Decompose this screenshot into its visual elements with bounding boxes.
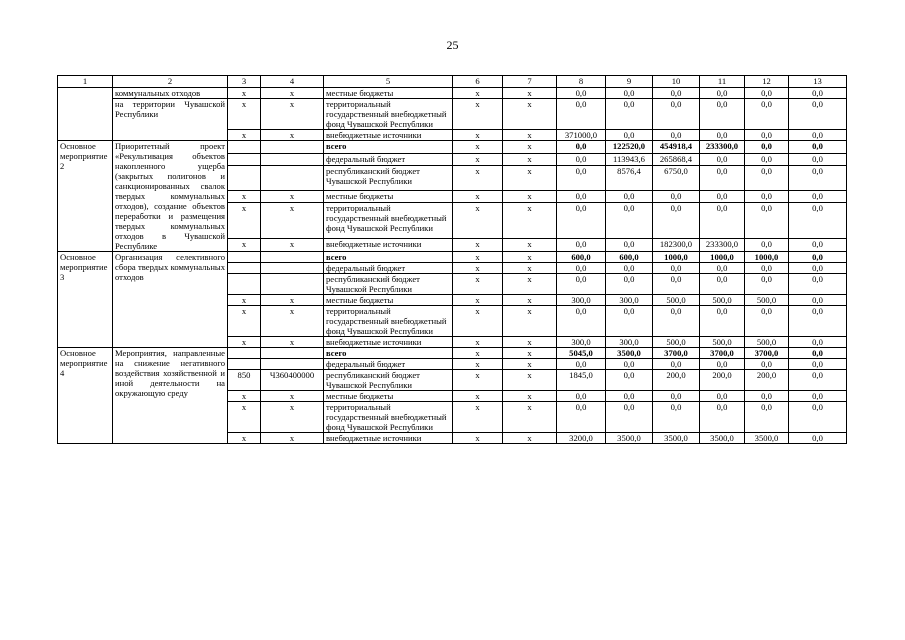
value-cell: 300,0: [606, 337, 653, 348]
value-cell: 0,0: [745, 166, 789, 190]
value-cell: 0,0: [745, 88, 789, 99]
value-cell: 0,0: [700, 99, 745, 130]
activity-cell: [58, 88, 113, 141]
code-cell: х: [503, 433, 557, 444]
value-cell: 0,0: [700, 359, 745, 370]
value-cell: 0,0: [606, 402, 653, 433]
value-cell: 200,0: [700, 370, 745, 391]
code-cell: х: [453, 88, 503, 99]
code-cell: х: [261, 99, 324, 130]
value-cell: 3500,0: [653, 433, 700, 444]
activity-cell: Основное мероприятие 2: [58, 141, 113, 252]
code-cell: х: [261, 88, 324, 99]
value-cell: 0,0: [789, 153, 847, 166]
activity-cell: Основное мероприятие 4: [58, 348, 113, 444]
value-cell: 5045,0: [557, 348, 606, 359]
header-cell: 11: [700, 76, 745, 88]
source-cell: внебюджетные источники: [324, 433, 453, 444]
table-row: [58, 141, 847, 154]
value-cell: 0,0: [789, 88, 847, 99]
source-cell: внебюджетные источники: [324, 239, 453, 252]
value-cell: 500,0: [653, 295, 700, 306]
code-cell: х: [453, 295, 503, 306]
value-cell: 1845,0: [557, 370, 606, 391]
value-cell: 1000,0: [653, 252, 700, 263]
code-cell: х: [228, 433, 261, 444]
code-cell: х: [453, 166, 503, 190]
value-cell: 0,0: [653, 306, 700, 337]
value-cell: 0,0: [789, 263, 847, 274]
budget-table: [57, 75, 847, 444]
value-cell: 8576,4: [606, 166, 653, 190]
value-cell: 0,0: [557, 203, 606, 239]
value-cell: 0,0: [745, 141, 789, 154]
value-cell: 0,0: [653, 190, 700, 203]
value-cell: 0,0: [557, 263, 606, 274]
value-cell: 0,0: [557, 88, 606, 99]
source-cell: внебюджетные источники: [324, 130, 453, 141]
source-cell: республиканский бюджет Чувашской Республики: [324, 370, 453, 391]
value-cell: 0,0: [700, 306, 745, 337]
description-cell: Организация селективного сбора твердых коммунальных отходов: [113, 252, 228, 348]
value-cell: 0,0: [789, 370, 847, 391]
value-cell: 0,0: [700, 130, 745, 141]
value-cell: 600,0: [606, 252, 653, 263]
code-cell: х: [503, 239, 557, 252]
value-cell: 0,0: [653, 263, 700, 274]
code-cell: х: [503, 306, 557, 337]
value-cell: 0,0: [789, 130, 847, 141]
value-cell: 0,0: [606, 359, 653, 370]
value-cell: 0,0: [789, 402, 847, 433]
code-cell: х: [503, 295, 557, 306]
source-cell: всего: [324, 348, 453, 359]
value-cell: 265868,4: [653, 153, 700, 166]
code-cell: х: [261, 306, 324, 337]
value-cell: 0,0: [789, 141, 847, 154]
value-cell: 0,0: [789, 337, 847, 348]
source-cell: всего: [324, 141, 453, 154]
value-cell: 0,0: [557, 274, 606, 295]
value-cell: 0,0: [745, 274, 789, 295]
value-cell: 500,0: [745, 295, 789, 306]
code-cell: х: [503, 348, 557, 359]
value-cell: 0,0: [606, 130, 653, 141]
value-cell: 0,0: [745, 263, 789, 274]
code-cell: х: [261, 402, 324, 433]
value-cell: 300,0: [606, 295, 653, 306]
code-cell: х: [453, 239, 503, 252]
code-cell: х: [453, 402, 503, 433]
value-cell: 0,0: [700, 88, 745, 99]
value-cell: 0,0: [557, 166, 606, 190]
code-cell: х: [228, 337, 261, 348]
source-cell: республиканский бюджет Чувашской Республики: [324, 274, 453, 295]
value-cell: 0,0: [606, 88, 653, 99]
code-cell: х: [261, 433, 324, 444]
description-cell: на территории Чувашской Республики: [113, 99, 228, 141]
source-cell: территориальный государственный внебюджетный фонд Чувашской Республики: [324, 306, 453, 337]
code-cell: 850: [228, 370, 261, 391]
value-cell: 0,0: [789, 306, 847, 337]
source-cell: внебюджетные источники: [324, 337, 453, 348]
code-cell: х: [503, 337, 557, 348]
value-cell: 0,0: [653, 88, 700, 99]
code-cell: х: [503, 153, 557, 166]
value-cell: 0,0: [653, 99, 700, 130]
value-cell: 113943,6: [606, 153, 653, 166]
value-cell: 0,0: [606, 99, 653, 130]
code-cell: х: [228, 402, 261, 433]
value-cell: 0,0: [557, 190, 606, 203]
value-cell: 0,0: [653, 391, 700, 402]
code-cell: [261, 153, 324, 166]
value-cell: 600,0: [557, 252, 606, 263]
source-cell: местные бюджеты: [324, 295, 453, 306]
code-cell: х: [228, 88, 261, 99]
source-cell: республиканский бюджет Чувашской Республики: [324, 166, 453, 190]
value-cell: 0,0: [700, 402, 745, 433]
value-cell: 0,0: [606, 239, 653, 252]
header-cell: 13: [789, 76, 847, 88]
code-cell: х: [261, 190, 324, 203]
value-cell: 0,0: [700, 203, 745, 239]
value-cell: 0,0: [557, 391, 606, 402]
code-cell: х: [503, 252, 557, 263]
value-cell: 0,0: [789, 99, 847, 130]
value-cell: 3500,0: [606, 433, 653, 444]
code-cell: х: [503, 166, 557, 190]
value-cell: 454918,4: [653, 141, 700, 154]
value-cell: 1000,0: [745, 252, 789, 263]
source-cell: федеральный бюджет: [324, 263, 453, 274]
code-cell: х: [228, 99, 261, 130]
value-cell: 0,0: [789, 239, 847, 252]
description-cell: Приоритетный проект «Рекультивация объектов накопленного ущерба (закрытых полигонов и санкционированных свалок твердых коммунальных отходов), создание объектов переработки и размещения твердых коммунальных отходов в Чувашской Республике: [113, 141, 228, 252]
code-cell: х: [503, 263, 557, 274]
code-cell: х: [228, 203, 261, 239]
code-cell: х: [453, 359, 503, 370]
code-cell: [228, 274, 261, 295]
code-cell: х: [453, 370, 503, 391]
header-cell: 12: [745, 76, 789, 88]
code-cell: х: [261, 295, 324, 306]
source-cell: местные бюджеты: [324, 391, 453, 402]
code-cell: [228, 166, 261, 190]
value-cell: 0,0: [653, 203, 700, 239]
code-cell: [261, 274, 324, 295]
value-cell: 0,0: [745, 359, 789, 370]
source-cell: территориальный государственный внебюджетный фонд Чувашской Республики: [324, 203, 453, 239]
header-cell: 10: [653, 76, 700, 88]
code-cell: х: [261, 239, 324, 252]
code-cell: х: [453, 252, 503, 263]
value-cell: 500,0: [653, 337, 700, 348]
code-cell: х: [453, 203, 503, 239]
source-cell: местные бюджеты: [324, 190, 453, 203]
value-cell: 3200,0: [557, 433, 606, 444]
code-cell: х: [261, 130, 324, 141]
value-cell: 0,0: [653, 130, 700, 141]
code-cell: [228, 348, 261, 359]
value-cell: 0,0: [745, 130, 789, 141]
code-cell: х: [261, 391, 324, 402]
value-cell: 500,0: [700, 337, 745, 348]
source-cell: федеральный бюджет: [324, 153, 453, 166]
value-cell: 233300,0: [700, 141, 745, 154]
code-cell: х: [503, 391, 557, 402]
value-cell: 0,0: [557, 153, 606, 166]
code-cell: х: [503, 99, 557, 130]
code-cell: х: [228, 295, 261, 306]
value-cell: 0,0: [789, 433, 847, 444]
header-cell: 9: [606, 76, 653, 88]
code-cell: х: [503, 370, 557, 391]
code-cell: [228, 153, 261, 166]
code-cell: х: [503, 274, 557, 295]
value-cell: 0,0: [557, 141, 606, 154]
code-cell: х: [228, 391, 261, 402]
value-cell: 182300,0: [653, 239, 700, 252]
value-cell: 0,0: [745, 391, 789, 402]
value-cell: 500,0: [745, 337, 789, 348]
description-cell: Мероприятия, направленные на снижение негативного воздействия хозяйственной и иной деятельности на окружающую среду: [113, 348, 228, 444]
code-cell: х: [503, 203, 557, 239]
value-cell: 0,0: [606, 391, 653, 402]
source-cell: федеральный бюджет: [324, 359, 453, 370]
description-cell: коммунальных отходов: [113, 88, 228, 99]
value-cell: 0,0: [789, 359, 847, 370]
value-cell: 0,0: [653, 359, 700, 370]
value-cell: 0,0: [789, 348, 847, 359]
code-cell: х: [453, 130, 503, 141]
code-cell: х: [453, 348, 503, 359]
value-cell: 0,0: [606, 190, 653, 203]
code-cell: х: [453, 433, 503, 444]
header-cell: 6: [453, 76, 503, 88]
value-cell: 300,0: [557, 337, 606, 348]
code-cell: [261, 166, 324, 190]
code-cell: х: [261, 337, 324, 348]
code-cell: [228, 359, 261, 370]
value-cell: 0,0: [700, 391, 745, 402]
header-cell: 5: [324, 76, 453, 88]
activity-cell: Основное мероприятие 3: [58, 252, 113, 348]
code-cell: [261, 141, 324, 154]
value-cell: 0,0: [606, 203, 653, 239]
header-cell: 2: [113, 76, 228, 88]
table-row: [58, 88, 847, 99]
value-cell: 6750,0: [653, 166, 700, 190]
value-cell: 0,0: [745, 203, 789, 239]
value-cell: 0,0: [789, 274, 847, 295]
value-cell: 0,0: [700, 190, 745, 203]
value-cell: 0,0: [606, 274, 653, 295]
code-cell: х: [503, 130, 557, 141]
source-cell: территориальный государственный внебюджетный фонд Чувашской Республики: [324, 402, 453, 433]
code-cell: х: [453, 337, 503, 348]
table-row: [58, 252, 847, 263]
table-row: [58, 348, 847, 359]
code-cell: х: [453, 99, 503, 130]
value-cell: 3500,0: [606, 348, 653, 359]
code-cell: [228, 141, 261, 154]
value-cell: 0,0: [789, 190, 847, 203]
value-cell: 300,0: [557, 295, 606, 306]
value-cell: 0,0: [745, 402, 789, 433]
value-cell: 0,0: [557, 306, 606, 337]
code-cell: х: [228, 306, 261, 337]
source-cell: всего: [324, 252, 453, 263]
header-cell: 1: [58, 76, 113, 88]
header-row: [58, 76, 847, 88]
code-cell: х: [453, 306, 503, 337]
value-cell: 0,0: [606, 306, 653, 337]
value-cell: 0,0: [606, 263, 653, 274]
value-cell: 233300,0: [700, 239, 745, 252]
code-cell: х: [453, 391, 503, 402]
code-cell: [228, 263, 261, 274]
code-cell: х: [453, 153, 503, 166]
value-cell: 0,0: [700, 153, 745, 166]
value-cell: 500,0: [700, 295, 745, 306]
value-cell: 0,0: [700, 166, 745, 190]
header-cell: 8: [557, 76, 606, 88]
value-cell: 3700,0: [653, 348, 700, 359]
source-cell: местные бюджеты: [324, 88, 453, 99]
value-cell: 0,0: [745, 153, 789, 166]
code-cell: [261, 359, 324, 370]
value-cell: 3700,0: [700, 348, 745, 359]
value-cell: 0,0: [745, 239, 789, 252]
code-cell: х: [503, 359, 557, 370]
code-cell: х: [228, 190, 261, 203]
page-number: 25: [446, 38, 459, 52]
value-cell: 371000,0: [557, 130, 606, 141]
value-cell: 0,0: [789, 166, 847, 190]
value-cell: 0,0: [606, 370, 653, 391]
value-cell: 0,0: [745, 190, 789, 203]
table-row: [58, 99, 847, 130]
value-cell: 3700,0: [745, 348, 789, 359]
value-cell: 0,0: [700, 274, 745, 295]
value-cell: 0,0: [653, 274, 700, 295]
code-cell: х: [453, 263, 503, 274]
code-cell: [228, 252, 261, 263]
code-cell: х: [503, 190, 557, 203]
code-cell: Ч360400000: [261, 370, 324, 391]
value-cell: 0,0: [789, 391, 847, 402]
value-cell: 122520,0: [606, 141, 653, 154]
value-cell: 3500,0: [700, 433, 745, 444]
value-cell: 0,0: [745, 99, 789, 130]
value-cell: 200,0: [745, 370, 789, 391]
code-cell: [261, 348, 324, 359]
code-cell: [261, 263, 324, 274]
code-cell: х: [503, 141, 557, 154]
value-cell: 0,0: [700, 263, 745, 274]
value-cell: 200,0: [653, 370, 700, 391]
value-cell: 0,0: [789, 295, 847, 306]
code-cell: х: [503, 402, 557, 433]
source-cell: территориальный государственный внебюджетный фонд Чувашской Республики: [324, 99, 453, 130]
value-cell: 0,0: [745, 306, 789, 337]
code-cell: х: [228, 130, 261, 141]
value-cell: 0,0: [557, 402, 606, 433]
value-cell: 1000,0: [700, 252, 745, 263]
value-cell: 0,0: [557, 239, 606, 252]
code-cell: х: [261, 203, 324, 239]
code-cell: х: [228, 239, 261, 252]
value-cell: 0,0: [557, 99, 606, 130]
code-cell: [261, 252, 324, 263]
code-cell: х: [453, 190, 503, 203]
value-cell: 0,0: [653, 402, 700, 433]
value-cell: 3500,0: [745, 433, 789, 444]
value-cell: 0,0: [789, 203, 847, 239]
code-cell: х: [453, 141, 503, 154]
header-cell: 7: [503, 76, 557, 88]
code-cell: х: [453, 274, 503, 295]
code-cell: х: [503, 88, 557, 99]
value-cell: 0,0: [557, 359, 606, 370]
value-cell: 0,0: [789, 252, 847, 263]
header-cell: 4: [261, 76, 324, 88]
header-cell: 3: [228, 76, 261, 88]
